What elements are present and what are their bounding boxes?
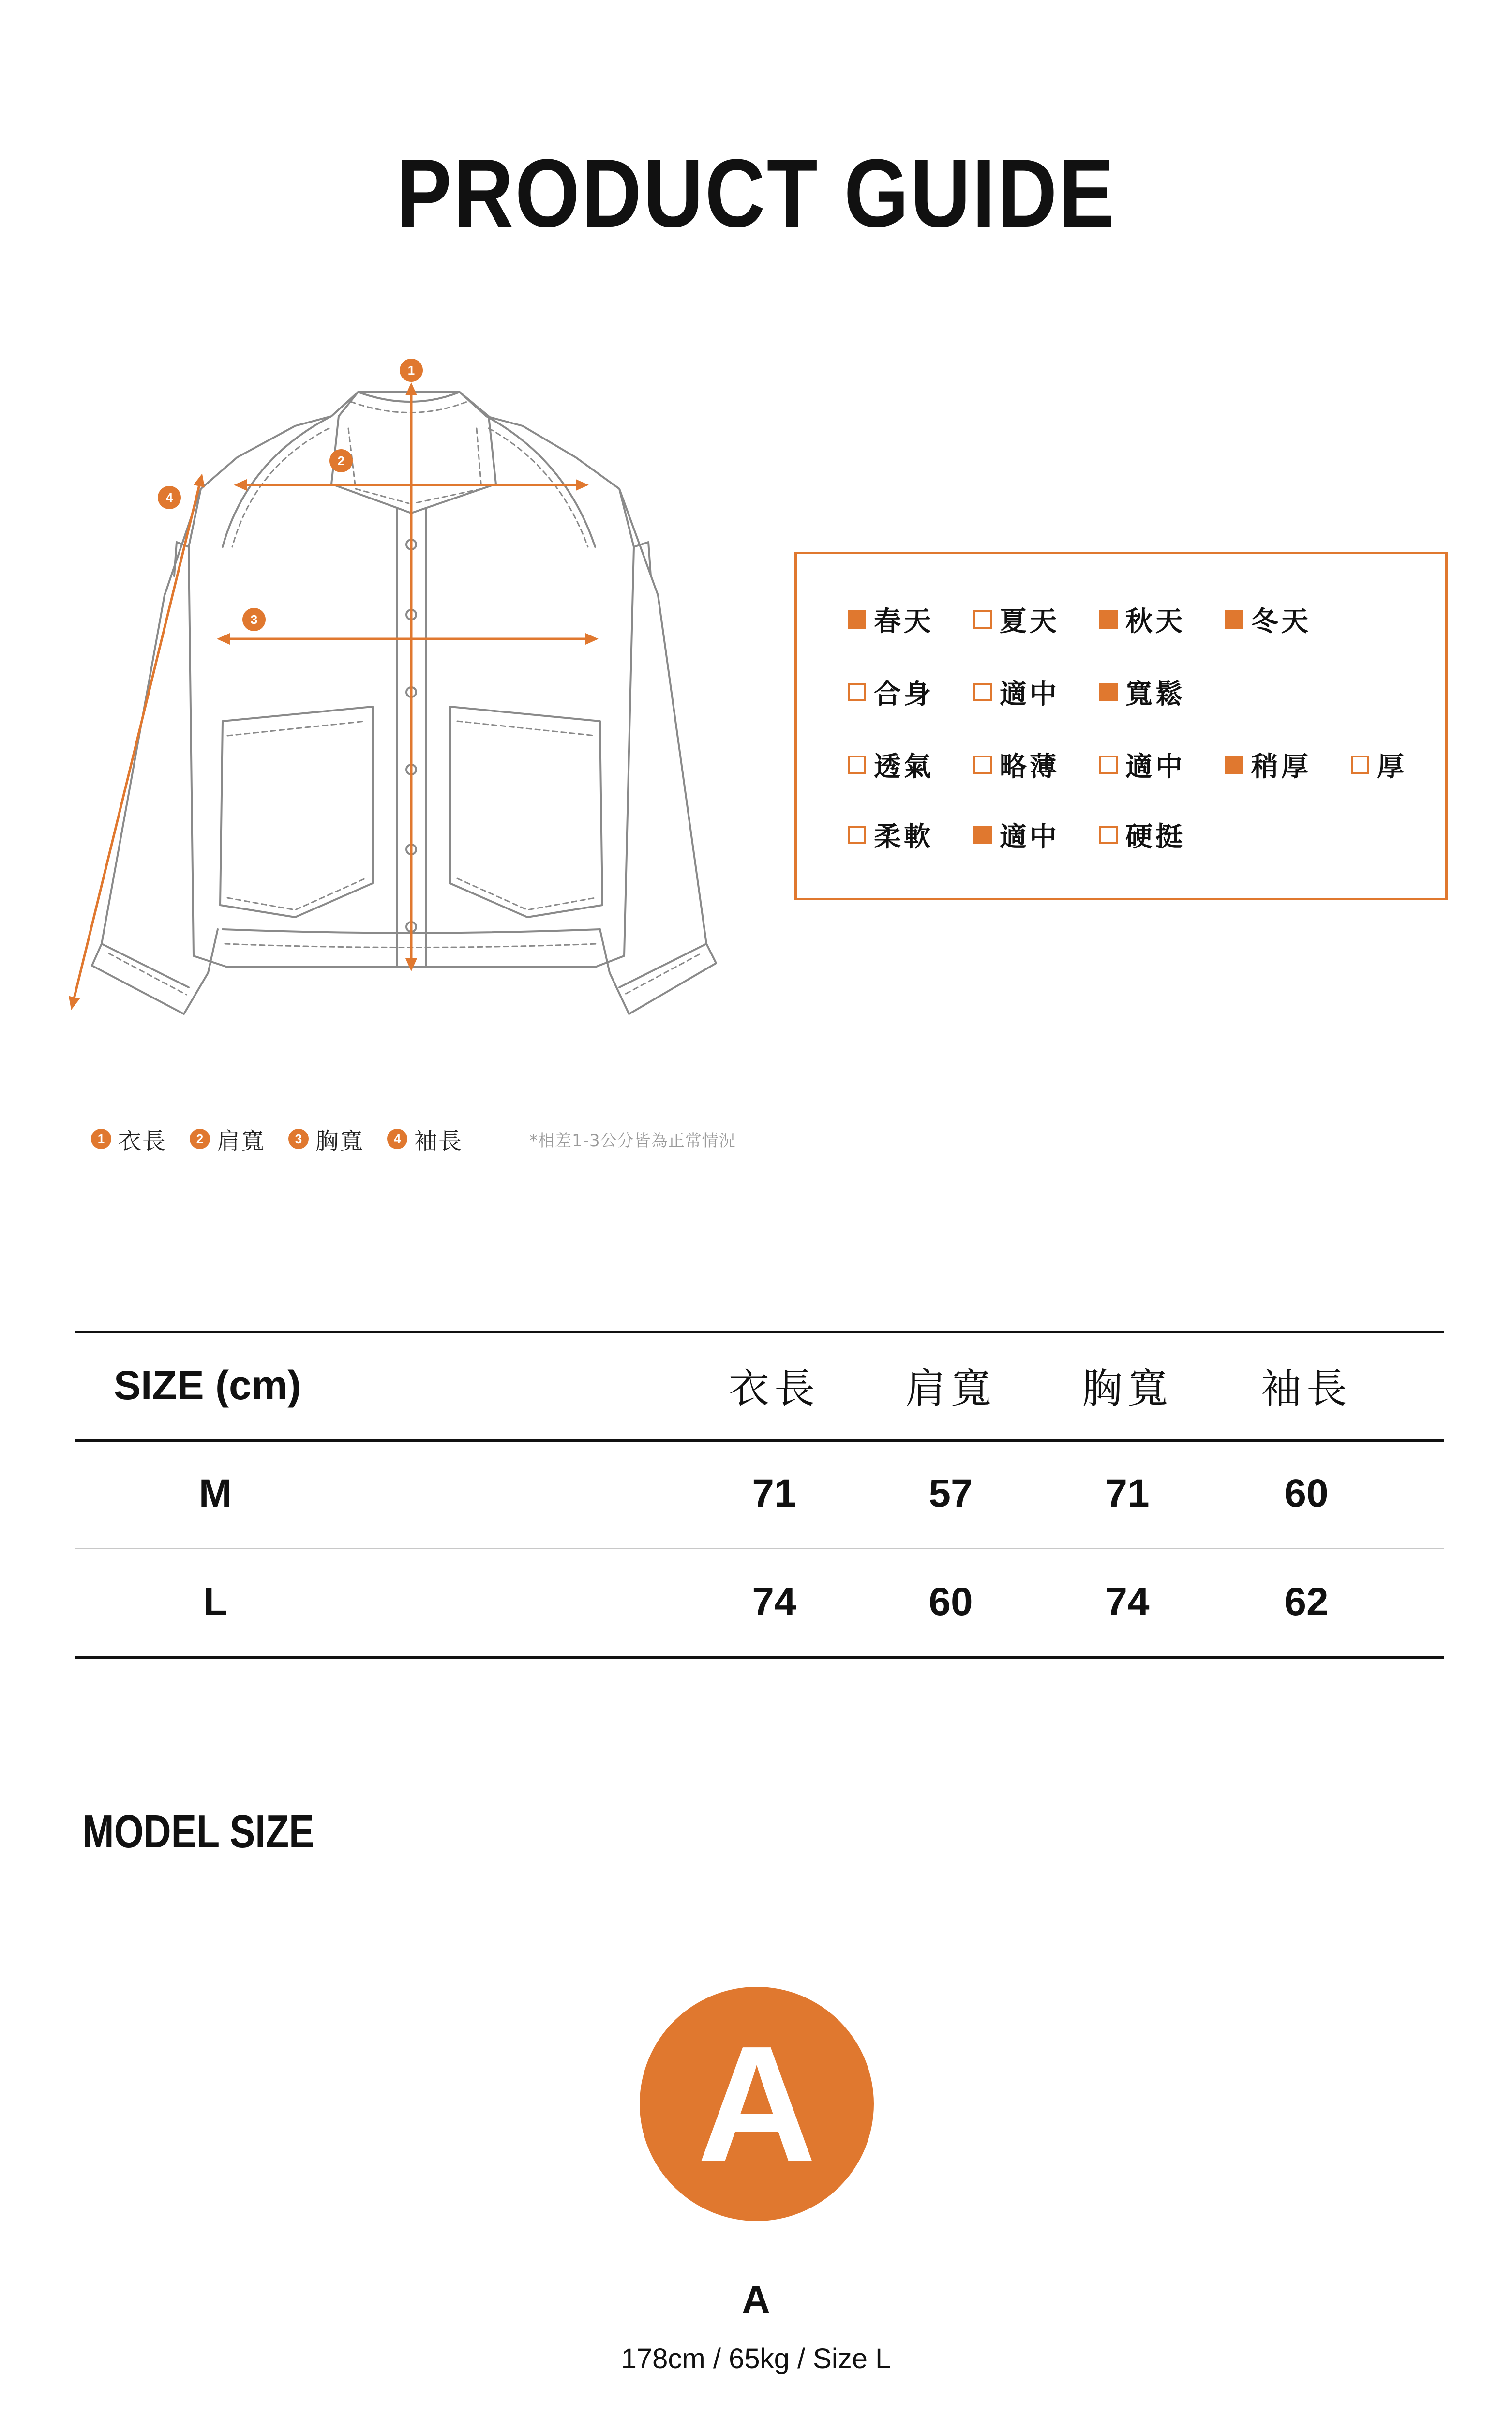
fabric-attributes-box xyxy=(794,552,1448,900)
legend-item-sleeve xyxy=(387,1122,463,1156)
size-header: SIZE (cm) xyxy=(114,1362,301,1408)
legend-item-length xyxy=(91,1122,166,1156)
attribute-label: 適中 xyxy=(1125,751,1185,783)
sleeve-measure-line xyxy=(73,479,201,1004)
legend-marker-4-icon: 4 xyxy=(387,1129,407,1149)
value-cell: 71 xyxy=(1105,1471,1150,1515)
value-cell: 62 xyxy=(1284,1580,1329,1624)
attribute-label: 夏天 xyxy=(1000,606,1060,637)
svg-text:3: 3 xyxy=(250,612,258,627)
size-cell: M xyxy=(198,1471,232,1515)
page-title: PRODUCT GUIDE xyxy=(396,139,1116,247)
attribute-label: 秋天 xyxy=(1125,606,1185,637)
svg-text:4: 4 xyxy=(165,490,173,505)
attribute-option xyxy=(848,745,934,784)
attribute-option xyxy=(848,816,934,854)
svg-text:1: 1 xyxy=(407,363,415,378)
attribute-option xyxy=(973,816,1060,854)
checked-box-icon xyxy=(973,826,992,844)
jacket-measurement-diagram xyxy=(63,344,764,1045)
legend-marker-3-icon: 3 xyxy=(288,1129,309,1149)
attribute-label: 合身 xyxy=(874,679,934,710)
unchecked-box-icon xyxy=(1099,756,1118,774)
size-cell: L xyxy=(203,1580,228,1624)
column-header: 肩寬 xyxy=(905,1364,996,1412)
attribute-label: 稍厚 xyxy=(1251,751,1311,783)
model-badge: A xyxy=(640,1987,874,2221)
table-row xyxy=(75,1548,1444,1656)
attribute-label: 硬挺 xyxy=(1125,821,1185,853)
marker-4-icon xyxy=(158,486,181,509)
checked-box-icon xyxy=(1099,610,1118,629)
value-cell: 60 xyxy=(1284,1471,1329,1515)
attribute-option xyxy=(848,600,934,639)
unchecked-box-icon xyxy=(848,683,866,701)
checked-box-icon xyxy=(1099,683,1118,701)
unchecked-box-icon xyxy=(848,756,866,774)
attribute-option xyxy=(1099,600,1185,639)
legend-label: 袖長 xyxy=(414,1127,463,1155)
legend-label: 肩寬 xyxy=(217,1127,266,1155)
attribute-option xyxy=(848,673,934,711)
attribute-option xyxy=(1225,600,1311,639)
legend-label: 胸寬 xyxy=(315,1127,364,1155)
model-size-title: MODEL SIZE xyxy=(82,1806,314,1858)
attribute-option xyxy=(1099,673,1185,711)
unchecked-box-icon xyxy=(1351,756,1369,774)
attribute-label: 適中 xyxy=(1000,679,1060,710)
unchecked-box-icon xyxy=(973,683,992,701)
value-cell: 74 xyxy=(752,1580,796,1624)
attribute-option xyxy=(973,673,1060,711)
table-header-row xyxy=(75,1331,1444,1439)
attribute-option xyxy=(1351,745,1407,784)
svg-text:2: 2 xyxy=(337,454,345,468)
attribute-option xyxy=(1099,816,1185,854)
measurement-legend xyxy=(91,1122,736,1156)
legend-marker-1-icon: 1 xyxy=(91,1129,111,1149)
value-cell: 74 xyxy=(1105,1580,1150,1624)
legend-label: 衣長 xyxy=(118,1127,167,1155)
value-cell: 71 xyxy=(752,1471,796,1515)
attribute-label: 春天 xyxy=(874,606,934,637)
attribute-label: 柔軟 xyxy=(874,821,934,853)
checked-box-icon xyxy=(1225,756,1243,774)
unchecked-box-icon xyxy=(973,756,992,774)
attribute-label: 適中 xyxy=(1000,821,1060,853)
attribute-option xyxy=(1225,745,1311,784)
attribute-label: 透氣 xyxy=(874,751,934,783)
attribute-option xyxy=(973,600,1060,639)
unchecked-box-icon xyxy=(973,610,992,629)
checked-box-icon xyxy=(848,610,866,629)
attribute-label: 冬天 xyxy=(1251,606,1311,637)
model-name: A xyxy=(742,2278,770,2321)
attribute-label: 寬鬆 xyxy=(1125,679,1185,710)
value-cell: 57 xyxy=(928,1471,973,1515)
marker-1-icon xyxy=(400,359,423,382)
legend-note: *相差1-3公分皆為正常情況 xyxy=(529,1131,736,1150)
column-header: 袖長 xyxy=(1260,1364,1352,1412)
checked-box-icon xyxy=(1225,610,1243,629)
attribute-option xyxy=(1099,745,1185,784)
column-header: 胸寬 xyxy=(1081,1364,1173,1412)
table-bottom-rule xyxy=(75,1656,1444,1659)
attribute-label: 厚 xyxy=(1377,751,1407,783)
marker-3-icon xyxy=(242,608,266,631)
attribute-label: 略薄 xyxy=(1000,751,1060,783)
marker-2-icon xyxy=(329,449,353,472)
model-spec: 178cm / 65kg / Size L xyxy=(621,2343,891,2375)
legend-item-chest xyxy=(288,1122,364,1156)
unchecked-box-icon xyxy=(848,826,866,844)
legend-marker-2-icon: 2 xyxy=(190,1129,210,1149)
table-row xyxy=(75,1439,1444,1548)
legend-item-shoulder xyxy=(190,1122,265,1156)
column-header: 衣長 xyxy=(728,1364,820,1412)
value-cell: 60 xyxy=(928,1580,973,1624)
attribute-option xyxy=(973,745,1060,784)
unchecked-box-icon xyxy=(1099,826,1118,844)
